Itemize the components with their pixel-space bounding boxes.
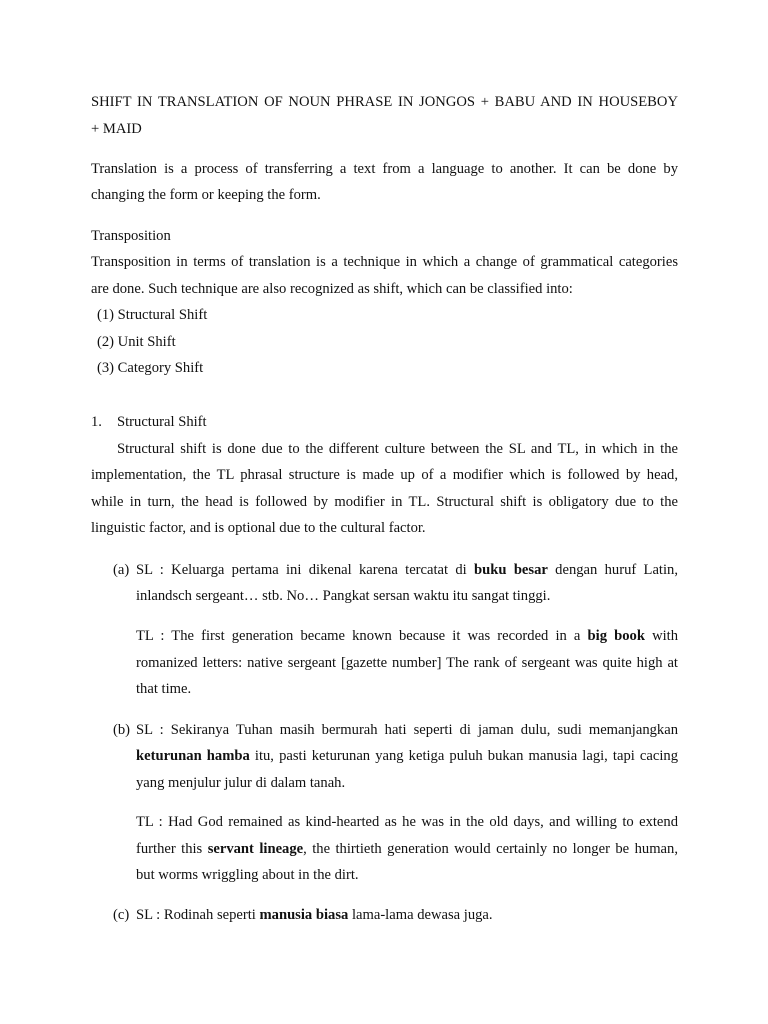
- text-run: further this: [136, 841, 208, 857]
- text-run: , the thirtieth generation would certainly no longer be human,: [303, 841, 678, 857]
- example-c-sl-line-1: [136, 905, 493, 925]
- doc-title-line-2: + MAID: [91, 121, 142, 137]
- list-item: (2) Unit Shift: [97, 334, 176, 350]
- example-b-tl-line-3: but worms wriggling about in the dirt.: [136, 867, 359, 883]
- list-item: (3) Category Shift: [97, 360, 204, 376]
- example-marker-c: (c): [113, 907, 130, 923]
- key-phrase: big book: [587, 628, 645, 644]
- example-marker-a: (a): [113, 562, 130, 578]
- example-a-tl-line-3: that time.: [136, 681, 192, 697]
- list-item: (1) Structural Shift: [97, 307, 208, 323]
- example-b-tl-line-1: TL : Had God remained as kind-hearted as he was in the old days, and willing to extend: [136, 814, 678, 830]
- doc-title-line-1: SHIFT IN TRANSLATION OF NOUN PHRASE IN JONGOS + BABU AND IN HOUSEBOY: [91, 94, 678, 110]
- example-a-tl-line-1: [136, 626, 678, 646]
- key-phrase: manusia biasa: [259, 907, 349, 923]
- transposition-heading: Transposition: [91, 228, 171, 244]
- text-run: TL : The first generation became known because it was recorded in a: [136, 628, 588, 644]
- text-run: SL : Rodinah seperti: [136, 907, 260, 923]
- section-heading: Structural Shift: [117, 414, 207, 430]
- text-run: lama-lama dewasa juga.: [348, 907, 493, 923]
- text-run: itu, pasti keturunan yang ketiga puluh bukan manusia lagi, tapi cacing: [249, 748, 679, 764]
- example-b-sl-line-3: yang menjulur julur di dalam tanah.: [136, 775, 346, 791]
- text-run: SL : Keluarga pertama ini dikenal karena tercatat di: [136, 562, 475, 578]
- text-run: with: [644, 628, 679, 644]
- example-a-sl-line-2: inlandsch sergeant… stb. No… Pangkat sersan waktu itu sangat tinggi.: [136, 588, 551, 604]
- section1-line-4: linguistic factor, and is optional due to the cultural factor.: [91, 520, 426, 536]
- section1-line-2: implementation, the TL phrasal structure is made up of a modifier which is followed by head,: [91, 467, 678, 483]
- intro-line-2: changing the form or keeping the form.: [91, 187, 321, 203]
- text-run: dengan huruf Latin,: [547, 562, 678, 578]
- example-b-sl-line-2: [136, 746, 678, 766]
- example-a-tl-line-2: romanized letters: native sergeant [gazette number] The rank of sergeant was quite high at: [136, 655, 678, 671]
- example-a-sl-line-1: [136, 560, 678, 580]
- key-phrase: buku besar: [474, 562, 548, 578]
- section1-line-3: while in turn, the head is followed by modifier in TL. Structural shift is obligatory due to the: [91, 494, 678, 510]
- key-phrase: keturunan hamba: [136, 748, 250, 764]
- example-b-tl-line-2: [136, 839, 678, 859]
- intro-line-1: Translation is a process of transferring a text from a language to another. It can be done by: [91, 161, 678, 177]
- transposition-line-2: are done. Such technique are also recognized as shift, which can be classified into:: [91, 281, 573, 297]
- example-marker-b: (b): [113, 722, 131, 738]
- transposition-line-1: Transposition in terms of translation is a technique in which a change of grammatical categories: [91, 254, 678, 270]
- key-phrase: servant lineage: [207, 841, 304, 857]
- section-number: 1.: [91, 414, 102, 430]
- section1-line-1: Structural shift is done due to the different culture between the SL and TL, in which in the: [117, 441, 678, 457]
- example-b-sl-line-1: SL : Sekiranya Tuhan masih bermurah hati seperti di jaman dulu, sudi memanjangkan: [136, 722, 678, 738]
